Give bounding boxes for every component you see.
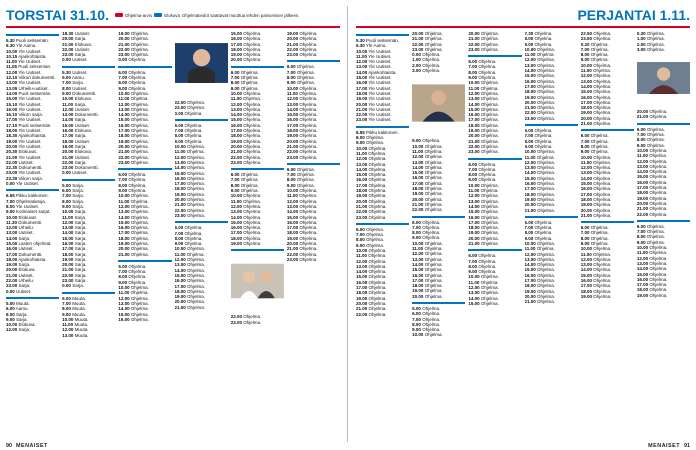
channel-heading xyxy=(175,221,228,223)
channel-heading xyxy=(62,66,115,68)
column-2: 18.30 Uutiset. 20.00 Sarja. 21.00 Elokuva. 22.00 Uutiset. 23.00 Sarja. 0.00 Uutiset. 5.30 Uutiset. 6.00 Aamu. 7.00 Sarja. 8.00 Uutiset. 9.00 Dokumentti. 10.00 Elokuva. 11.00 Sarja. 12.00 Uutiset. 13.00 Dokumentti. 14.00 Sarja. 15.00 Uutiset. 16.00 Elokuva. 17.00 Sarja. 18.00 Uutiset. 19.00 Sarja. 20.00 Elokuva. 21.00 Uutiset. 22.00 Sarja. 23.00 Dokumentti. 0.00 Uutiset. 5.00 Sarja. 6.00 Sarja. 7.00 Sarja. 8.00 Sarja. 9.00 Sarja. 10.00 Sarja. 11.00 Sarja. 12.00 Sarja. 13.00 Sarja. 14.00 Sarja. 15.00 Sarja. 16.00 Sarja. 17.00 Sarja. 18.00 Sarja. 19.00 Sarja. 20.00 Sarja. 21.00 Sarja. 22.00 Sarja. 23.00 Sarja. 0.00 Sarja. 6.00 Muuta. 7.00 Muuta. 8.00 Muuta. 9.00 Muuta. 10.00 Muuta. 11.00 Muuta. 12.00 Muuta. 13.00 Muuta. xyxy=(62,31,115,441)
column-5: 22.50 Ohjelma. 23.50 Ohjelma. 0.20 Ohjelma. 7.00 Ohjelma. 8.00 Ohjelma. 9.00 Ohjelma. 10.00 Ohjelma. 11.00 Ohjelma. 12.00 Ohjelma. 13.00 Ohjelma. 14.00 Ohjelma. 15.00 Ohjelma. 16.00 Ohjelma. 17.00 Ohjelma. 18.00 Ohjelma. 19.00 Ohjelma. 20.00 Ohjelma. 21.00 Ohjelma. 6.00 Ohjelma. 7.00 Ohjelma. 8.00 Ohjelma. 9.00 Ohjelma. 10.00 Ohjelma. 11.00 Ohjelma. 12.00 Ohjelma. 13.00 Ohjelma. 14.00 Ohjelma. 15.00 Ohjelma. 16.00 Ohjelma. 17.00 Ohjelma. 18.00 Ohjelma. 19.00 Ohjelma. 20.00 Ohjelma. 21.00 Ohjelma. 6.00 Ohjelma. 7.00 Ohjelma. 8.00 Ohjelma. 9.00 Ohjelma. 10.00 Ohjelma. 11.00 Ohjelma. 12.00 Ohjelma. 13.00 Ohjelma. 14.00 Ohjelma. 15.00 Ohjelma. 16.00 Ohjelma. 17.00 Ohjelma. 18.00 Ohjelma. 19.00 Ohjelma. xyxy=(581,31,634,441)
photo xyxy=(637,54,690,102)
channel-heading xyxy=(581,221,634,223)
channel-heading xyxy=(287,163,340,165)
photo xyxy=(412,75,465,131)
magazine-name: MENAISET xyxy=(16,443,48,449)
page-footer xyxy=(6,443,48,449)
day-title: PERJANTAI 1.11. xyxy=(577,7,690,23)
page-number: 90 xyxy=(6,443,12,449)
photo xyxy=(231,255,284,307)
channel-heading xyxy=(637,220,690,222)
right-page xyxy=(350,0,696,450)
column-2: 20.00 Ohjelma. 21.00 Ohjelma. 22.00 Ohjelma. 23.00 Ohjelma. 0.00 Ohjelma. 1.00 Ohjelma. 2.00 Ohjelma. 3.00 Ohjelma. 9.00 Ohjelma. 10.00 Ohjelma. 11.00 Ohjelma. 12.00 Ohjelma. 13.00 Ohjelma. 14.00 Ohjelma. 15.00 Ohjelma. 16.00 Ohjelma. 17.00 Ohjelma. 18.00 Ohjelma. 19.00 Ohjelma. 20.00 Ohjelma. 21.00 Ohjelma. 22.00 Ohjelma. 6.00 Ohjelma. 7.00 Ohjelma. 8.00 Ohjelma. 9.00 Ohjelma. 10.00 Ohjelma. 11.00 Ohjelma. 12.00 Ohjelma. 13.00 Ohjelma. 14.00 Ohjelma. 15.00 Ohjelma. 16.00 Ohjelma. 17.00 Ohjelma. 18.00 Ohjelma. 19.00 Ohjelma. 20.00 Ohjelma. 5.00 Ohjelma. 6.00 Ohjelma. 7.00 Ohjelma. 8.00 Ohjelma. 9.00 Ohjelma. 10.00 Ohjelma. xyxy=(412,31,465,441)
channel-heading xyxy=(525,124,578,126)
channel-heading xyxy=(6,297,59,299)
channel-heading xyxy=(468,158,521,160)
channel-heading xyxy=(525,216,578,218)
legend xyxy=(115,13,300,18)
column-6: 0.30 Ohjelma. 1.00 Ohjelma. 2.00 Ohjelma. 3.00 Ohjelma. 20.00 Ohjelma. 21.00 Ohjelma. 6.00 Ohjelma. 7.00 Ohjelma. 8.00 Ohjelma. 9.00 Ohjelma. 10.00 Ohjelma. 11.00 Ohjelma. 12.00 Ohjelma. 13.00 Ohjelma. 14.00 Ohjelma. 15.00 Ohjelma. 16.00 Ohjelma. 17.00 Ohjelma. 18.00 Ohjelma. 19.00 Ohjelma. 20.00 Ohjelma. 21.00 Ohjelma. 22.00 Ohjelma. 6.00 Ohjelma. 7.00 Ohjelma. 8.00 Ohjelma. 9.00 Ohjelma. 10.00 Ohjelma. 11.00 Ohjelma. 12.00 Ohjelma. 13.00 Ohjelma. 14.00 Ohjelma. 15.00 Ohjelma. 16.00 Ohjelma. 17.00 Ohjelma. 18.00 Ohjelma. 19.00 Ohjelma. xyxy=(637,31,690,441)
column-5: 15.00 Ohjelma. 16.00 Ohjelma. 17.00 Ohjelma. 18.00 Ohjelma. 19.00 Ohjelma. 20.00 Ohjelma. 6.00 Ohjelma. 7.00 Ohjelma. 8.00 Ohjelma. 9.00 Ohjelma. 10.00 Ohjelma. 11.00 Ohjelma. 12.00 Ohjelma. 13.00 Ohjelma. 14.00 Ohjelma. 15.00 Ohjelma. 16.00 Ohjelma. 17.00 Ohjelma. 18.00 Ohjelma. 19.00 Ohjelma. 20.00 Ohjelma. 21.00 Ohjelma. 22.00 Ohjelma. 23.00 Ohjelma. 6.00 Ohjelma. 7.00 Ohjelma. 8.00 Ohjelma. 9.00 Ohjelma. 10.00 Ohjelma. 11.00 Ohjelma. 12.00 Ohjelma. 13.00 Ohjelma. 14.00 Ohjelma. 15.00 Ohjelma. 16.00 Ohjelma. 17.00 Ohjelma. 18.00 Ohjelma. 19.00 Ohjelma. 22.00 Ohjelma. 23.00 Ohjelma. xyxy=(231,31,284,441)
legend-label-movie: Elokuva xyxy=(164,12,180,18)
rating-legend-icon xyxy=(115,13,123,17)
channel-heading xyxy=(412,216,465,218)
channel-heading xyxy=(118,260,171,262)
right-page-header xyxy=(356,4,690,28)
channel-heading xyxy=(231,66,284,68)
channel-heading xyxy=(231,249,284,251)
channel-heading xyxy=(231,168,284,170)
column-6: 19.00 Ohjelma. 20.00 Ohjelma. 21.00 Ohjelma. 22.00 Ohjelma. 23.00 Ohjelma. 6.00 Ohjelma. 7.00 Ohjelma. 8.00 Ohjelma. 9.00 Ohjelma. 10.00 Ohjelma. 11.00 Ohjelma. 12.00 Ohjelma. 13.00 Ohjelma. 14.00 Ohjelma. 15.00 Ohjelma. 16.00 Ohjelma. 17.00 Ohjelma. 18.00 Ohjelma. 19.00 Ohjelma. 20.00 Ohjelma. 21.00 Ohjelma. 22.00 Ohjelma. 23.00 Ohjelma. 6.00 Ohjelma. 7.00 Ohjelma. 8.00 Ohjelma. 9.00 Ohjelma. 10.00 Ohjelma. 11.00 Ohjelma. 12.00 Ohjelma. 13.00 Ohjelma. 14.00 Ohjelma. 15.00 Ohjelma. 16.00 Ohjelma. 17.00 Ohjelma. 18.00 Ohjelma. 19.00 Ohjelma. 20.00 Ohjelma. 21.00 Ohjelma. 22.00 Ohjelma. 23.00 Ohjelma. xyxy=(287,31,340,441)
channel-heading xyxy=(356,34,409,36)
channel-heading xyxy=(62,292,115,294)
column-4: 22.00 Ohjelma. 23.00 Ohjelma. 0.00 Ohjelma. 6.00 Ohjelma. 7.00 Ohjelma. 8.00 Ohjelma. 9.00 Ohjelma. 10.00 Ohjelma. 11.00 Ohjelma. 12.00 Ohjelma. 13.00 Ohjelma. 14.00 Ohjelma. 15.00 Ohjelma. 16.00 Ohjelma. 17.00 Ohjelma. 18.00 Ohjelma. 19.00 Ohjelma. 20.00 Ohjelma. 21.00 Ohjelma. 22.00 Ohjelma. 23.00 Ohjelma. 6.00 Ohjelma. 7.00 Ohjelma. 8.00 Ohjelma. 9.00 Ohjelma. 10.00 Ohjelma. 11.00 Ohjelma. 12.00 Ohjelma. 13.00 Ohjelma. 14.00 Ohjelma. 15.00 Ohjelma. 16.00 Ohjelma. 17.00 Ohjelma. 18.00 Ohjelma. 19.00 Ohjelma. 20.00 Ohjelma. 21.00 Ohjelma. xyxy=(175,31,228,441)
channel-heading xyxy=(356,223,409,225)
page-footer xyxy=(648,443,690,449)
legend-note: Ohjelmatiedot saattavat muuttua lehden painumisen jälkeen. xyxy=(181,12,300,18)
column-1: 5.30 Puoli seitsemän. 6.30 Yle Aamu. 10.00 Yle Uutiset. 11.00 Yle Uutiset. 12.00 Yle Uutiset. 13.00 Yle Uutiset. 14.00 Ajankohtaista. 15.00 Yle Uutiset. 16.00 Yle Uutiset. 17.00 Yle Uutiset. 18.00 Yle Uutiset. 19.00 Yle Uutiset. 20.00 Yle Uutiset. 21.00 Yle Uutiset. 22.00 Yle Uutiset. 23.00 Yle Uutiset. 6.55 Pikku kakkonen. 8.00 Ohjelma. 9.00 Ohjelma. 10.00 Ohjelma. 11.00 Ohjelma. 12.00 Ohjelma. 13.00 Ohjelma. 14.00 Ohjelma. 15.00 Ohjelma. 16.00 Ohjelma. 17.00 Ohjelma. 18.00 Ohjelma. 19.00 Ohjelma. 20.00 Ohjelma. 21.00 Ohjelma. 22.00 Ohjelma. 23.00 Ohjelma. 6.00 Ohjelma. 7.00 Ohjelma. 8.00 Ohjelma. 9.00 Ohjelma. 10.00 Ohjelma. 11.00 Ohjelma. 12.00 Ohjelma. 13.00 Ohjelma. 14.00 Ohjelma. 15.00 Ohjelma. 16.00 Ohjelma. 17.00 Ohjelma. 18.00 Ohjelma. 19.00 Ohjelma. 20.00 Ohjelma. 21.00 Ohjelma. 22.00 Ohjelma. xyxy=(356,31,409,441)
channel-heading xyxy=(412,302,465,304)
channel-heading xyxy=(468,249,521,251)
left-page-header xyxy=(6,4,340,28)
left-page xyxy=(0,0,346,450)
column-4: 7.30 Ohjelma. 8.00 Ohjelma. 9.00 Ohjelma. 10.00 Ohjelma. 11.00 Ohjelma. 12.00 Ohjelma. 13.00 Ohjelma. 14.00 Ohjelma. 15.00 Ohjelma. 16.00 Ohjelma. 17.00 Ohjelma. 18.00 Ohjelma. 19.00 Ohjelma. 20.00 Ohjelma. 21.00 Ohjelma. 22.00 Ohjelma. 23.00 Ohjelma. 6.00 Ohjelma. 7.00 Ohjelma. 8.00 Ohjelma. 9.00 Ohjelma. 10.00 Ohjelma. 11.00 Ohjelma. 12.00 Ohjelma. 13.00 Ohjelma. 14.00 Ohjelma. 15.00 Ohjelma. 16.00 Ohjelma. 17.00 Ohjelma. 18.00 Ohjelma. 19.00 Ohjelma. 20.00 Ohjelma. 21.00 Ohjelma. 6.00 Ohjelma. 7.00 Ohjelma. 8.00 Ohjelma. 9.00 Ohjelma. 10.00 Ohjelma. 11.00 Ohjelma. 12.00 Ohjelma. 13.00 Ohjelma. 14.00 Ohjelma. 15.00 Ohjelma. 16.00 Ohjelma. 17.00 Ohjelma. 18.00 Ohjelma. 19.00 Ohjelma. 20.00 Ohjelma. 21.00 Ohjelma. xyxy=(525,31,578,441)
column-3: 20.00 Ohjelma. 21.00 Ohjelma. 22.00 Ohjelma. 23.00 Ohjelma. 6.00 Ohjelma. 7.00 Ohjelma. 8.00 Ohjelma. 9.00 Ohjelma. 10.00 Ohjelma. 11.00 Ohjelma. 12.00 Ohjelma. 13.00 Ohjelma. 14.00 Ohjelma. 15.00 Ohjelma. 16.00 Ohjelma. 17.00 Ohjelma. 18.00 Ohjelma. 19.00 Ohjelma. 20.00 Ohjelma. 21.00 Ohjelma. 22.00 Ohjelma. 23.00 Ohjelma. 6.00 Ohjelma. 7.00 Ohjelma. 8.00 Ohjelma. 9.00 Ohjelma. 10.00 Ohjelma. 11.00 Ohjelma. 12.00 Ohjelma. 13.00 Ohjelma. 14.00 Ohjelma. 15.00 Ohjelma. 16.00 Ohjelma. 17.00 Ohjelma. 18.00 Ohjelma. 19.00 Ohjelma. 20.00 Ohjelma. 21.00 Ohjelma. 6.00 Ohjelma. 7.00 Ohjelma. 8.00 Ohjelma. 9.00 Ohjelma. 10.00 Ohjelma. 11.00 Ohjelma. 12.00 Ohjelma. 13.00 Ohjelma. 14.00 Ohjelma. 15.00 Ohjelma. xyxy=(468,31,521,441)
channel-heading xyxy=(175,119,228,121)
channel-heading xyxy=(468,55,521,57)
movie-legend-icon xyxy=(154,13,162,17)
channel-heading xyxy=(6,34,59,36)
channel-heading xyxy=(118,66,171,68)
column-3: 19.00 Ohjelma. 20.00 Ohjelma. 21.00 Ohjelma. 22.00 Ohjelma. 23.00 Ohjelma. 0.00 Ohjelma. 6.00 Ohjelma. 7.00 Ohjelma. 8.00 Ohjelma. 9.00 Ohjelma. 10.00 Ohjelma. 11.00 Ohjelma. 12.00 Ohjelma. 13.00 Ohjelma. 14.00 Ohjelma. 15.00 Ohjelma. 16.00 Ohjelma. 17.00 Ohjelma. 18.00 Ohjelma. 19.00 Ohjelma. 20.00 Ohjelma. 21.00 Ohjelma. 22.00 Ohjelma. 23.00 Ohjelma. 6.00 Ohjelma. 7.00 Ohjelma. 8.00 Ohjelma. 9.00 Ohjelma. 10.00 Ohjelma. 11.00 Ohjelma. 12.00 Ohjelma. 13.00 Ohjelma. 14.00 Ohjelma. 15.00 Ohjelma. 16.00 Ohjelma. 17.00 Ohjelma. 18.00 Ohjelma. 19.00 Ohjelma. 20.00 Ohjelma. 21.00 Ohjelma. 6.00 Ohjelma. 7.00 Ohjelma. 8.00 Ohjelma. 9.00 Ohjelma. 10.00 Ohjelma. 11.00 Ohjelma. 12.00 Ohjelma. 13.00 Ohjelma. 14.00 Ohjelma. 15.00 Ohjelma. 16.00 Ohjelma. xyxy=(118,31,171,441)
legend-label-rating: Ohjelma-arvio xyxy=(124,12,153,18)
channel-heading xyxy=(287,60,340,62)
channel-heading xyxy=(637,123,690,125)
day-title: TORSTAI 31.10. xyxy=(6,7,109,23)
channel-heading xyxy=(581,129,634,131)
channel-heading xyxy=(6,189,59,191)
channel-heading xyxy=(356,126,409,128)
magazine-name: MENAISET xyxy=(648,443,680,449)
column-1: 5.30 Puoli seitsemän. 6.30 Yle Aamu. 10.00 Yle Uutiset. 10.15 Ajankohtaista. 11.00 Yle Uutiset. 11.05 Puoli seitsemän. 12.00 Yle Uutiset. 12.10 Viikon dokumentti. 13.00 Yle Uutiset. 13.05 Urheilu-uutiset. 14.00 Puoli seitsemän. 15.00 Yle Uutiset. 15.10 Yle Uutiset. 16.00 Yle Uutiset. 16.10 Viikon sarja. 17.00 Yle Uutiset. 17.10 Puoli seitsemän. 18.00 Yle Uutiset. 18.30 Ajankohtaista. 19.00 Yle Uutiset. 20.00 Yle Uutiset. 20.30 Elokuvat. 21.00 Yle Uutiset. 22.00 Uutiset. 22.30 Dokumentti. 23.00 Yle Uutiset. 23.30 Viikon sarja. 0.00 Yle Uutiset. 6.55 Pikku kakkonen. 7.00 Ohjelmatietoja. 8.00 Yle Uutiset. 9.00 Kotimaiset sarjat. 10.00 Elokuvat. 11.30 Dokumentti. 12.00 Urheilu. 13.00 Uutiset. 14.00 Sarja. 15.00 Lasten ohjelmat. 16.00 Uutiset. 17.00 Dokumentti. 18.00 Ajankohtaista. 19.00 Sarja. 20.00 Elokuva. 21.00 Uutiset. 22.00 Urheilu. 23.00 Sarja. 0.00 Uutiset. 5.00 Muuta. 6.00 Aamu. 8.00 Sarja. 9.00 Sarja. 10.00 Elokuva. 12.00 Sarja. xyxy=(6,31,59,441)
page-divider xyxy=(347,6,348,442)
channel-heading xyxy=(62,179,115,181)
photo xyxy=(175,33,228,93)
page-number: 91 xyxy=(684,443,690,449)
channel-heading xyxy=(118,168,171,170)
